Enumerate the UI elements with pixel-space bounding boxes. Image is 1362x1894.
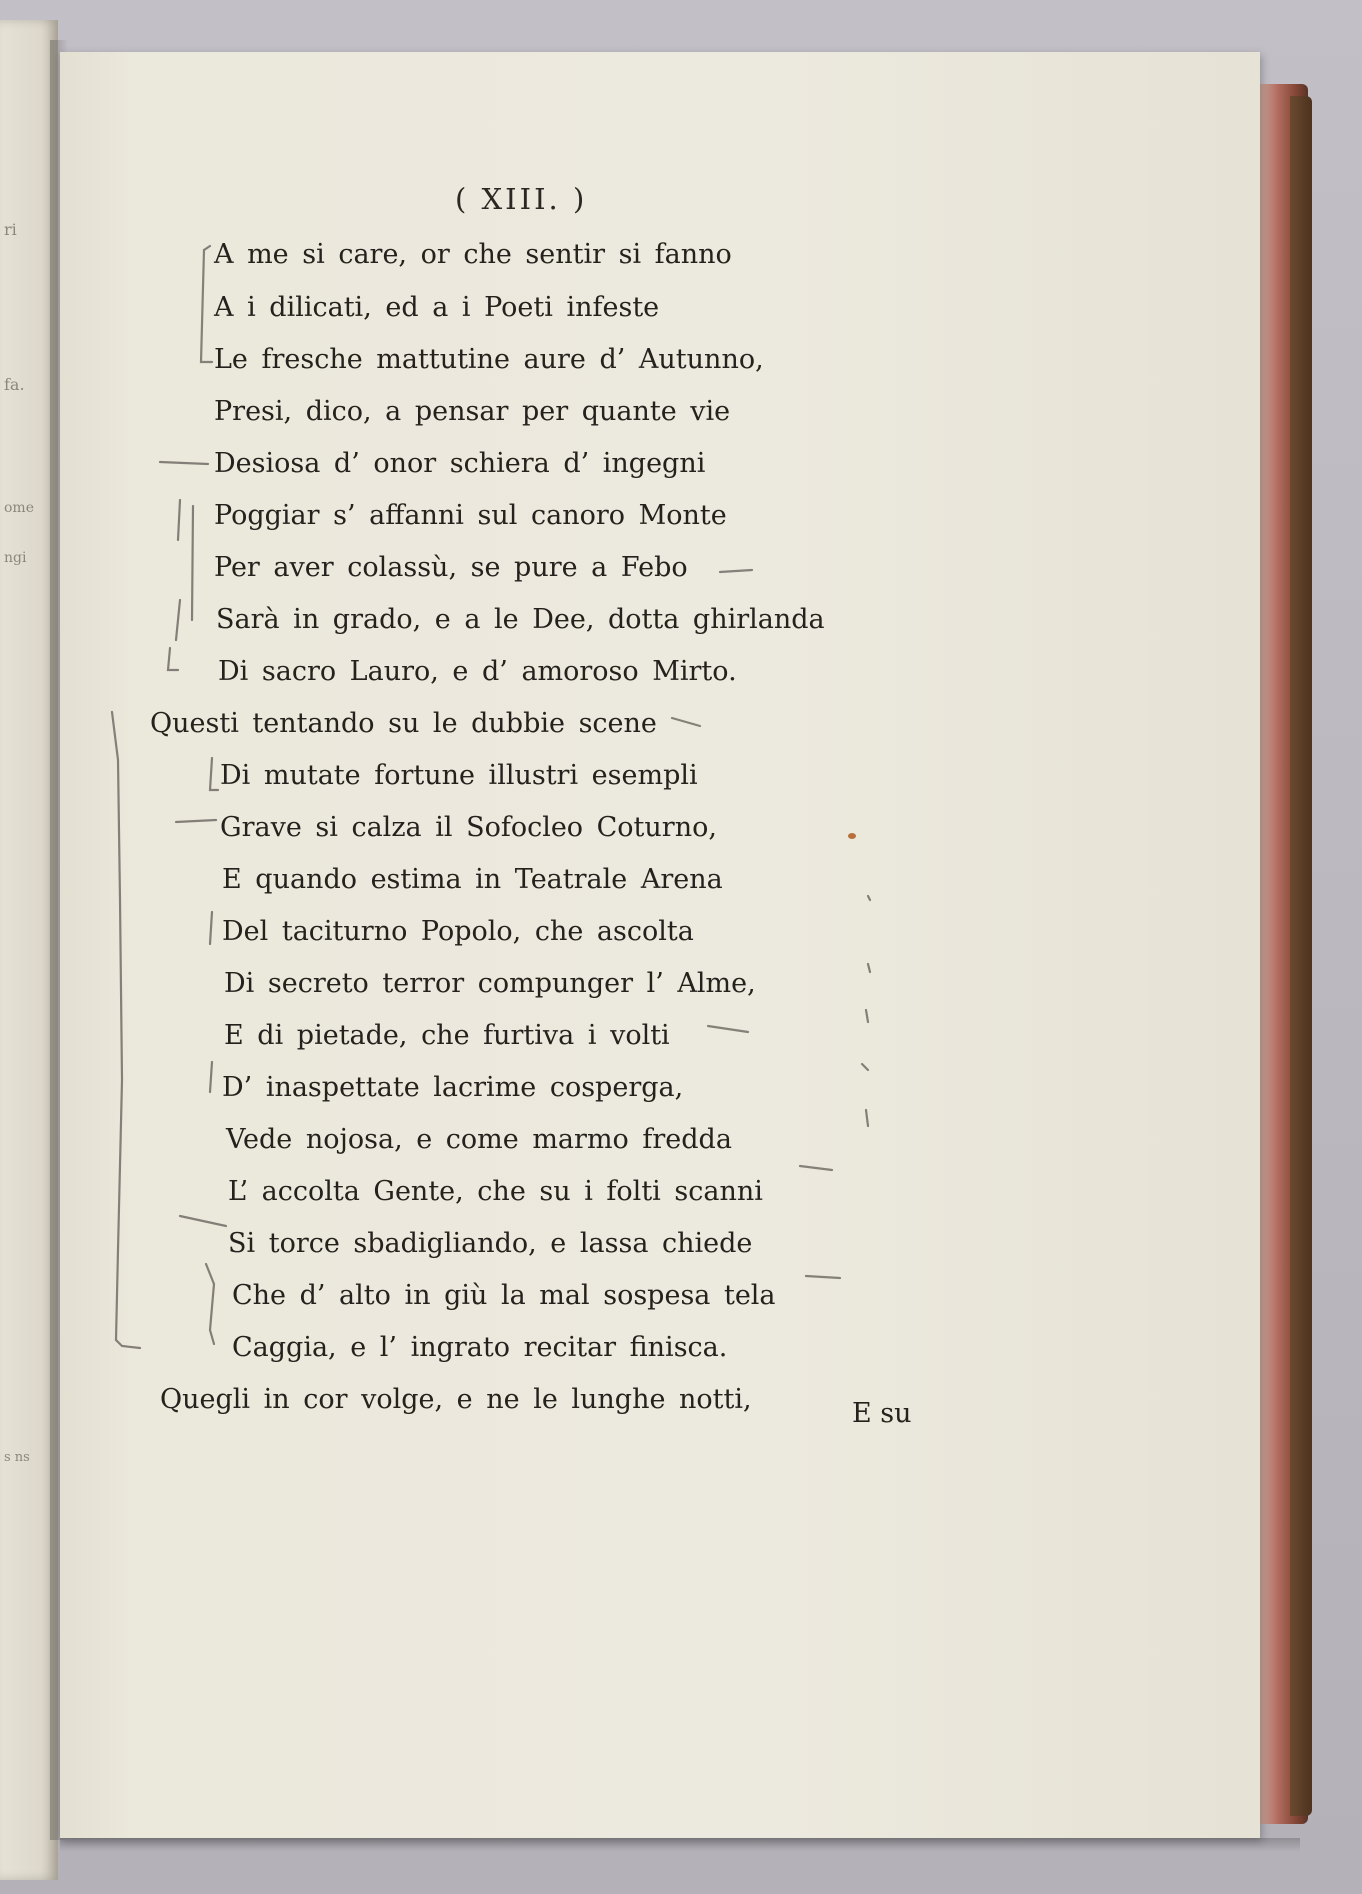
verse-line: A me si care, or che sentir si fanno xyxy=(214,239,732,270)
verse-line: Sarà in grado, e a le Dee, dotta ghirlanda xyxy=(216,604,825,635)
pencil-tick-mark xyxy=(866,1110,868,1126)
left-page-fragment: ri xyxy=(4,220,17,239)
verse-line: Desiosa d’ onor schiera d’ ingegni xyxy=(214,448,706,479)
verse-line: Per aver colassù, se pure a Febo xyxy=(214,552,688,583)
catchword: E su xyxy=(852,1398,912,1429)
verse-line: A i dilicati, ed a i Poeti infeste xyxy=(214,292,660,323)
left-page-fragment: ome xyxy=(4,500,34,516)
pencil-bracket-mark xyxy=(178,500,180,540)
pencil-bracket-mark xyxy=(176,600,180,640)
pencil-dash-mark xyxy=(672,718,700,726)
pencil-bracket-mark xyxy=(168,648,178,670)
left-page-fragment: fa. xyxy=(4,375,25,394)
pencil-bracket-mark xyxy=(210,912,212,944)
pencil-tick-mark xyxy=(866,1010,868,1022)
pencil-dash-mark xyxy=(160,462,208,464)
verse-line: Di mutate fortune illustri esempli xyxy=(220,760,698,791)
pencil-bracket-mark xyxy=(204,246,210,250)
verse-line: Quegli in cor volge, e ne le lunghe notti, xyxy=(160,1384,752,1415)
pencil-bracket-mark xyxy=(210,1062,212,1092)
pencil-dash-mark xyxy=(180,1216,226,1226)
pencil-dash-mark xyxy=(720,570,752,572)
verse-line: Caggia, e l’ ingrato recitar finisca. xyxy=(232,1332,728,1363)
verse-line: Poggiar s’ affanni sul canoro Monte xyxy=(214,500,727,531)
pencil-dash-mark xyxy=(806,1276,840,1278)
pencil-dash-mark xyxy=(708,1026,748,1032)
verse-line: D’ inaspettate lacrime cosperga, xyxy=(222,1072,684,1103)
pencil-dash-mark xyxy=(176,820,216,822)
verse-line: E di pietade, che furtiva i volti xyxy=(224,1020,670,1051)
verse-line: Si torce sbadigliando, e lassa chiede xyxy=(228,1228,753,1259)
pencil-bracket-mark xyxy=(206,1264,214,1344)
pencil-tick-mark xyxy=(862,1064,868,1070)
page-number: ( XIII. ) xyxy=(455,182,588,216)
verse-line: Del taciturno Popolo, che ascolta xyxy=(222,916,694,947)
pencil-bracket-mark xyxy=(201,250,212,362)
verse-line: Di secreto terror compunger l’ Alme, xyxy=(224,968,756,999)
left-page-fragment: ngi xyxy=(4,550,27,566)
verse-line: Grave si calza il Sofocleo Coturno, xyxy=(220,812,717,843)
pencil-dash-mark xyxy=(800,1166,832,1170)
pencil-bracket-mark xyxy=(192,506,193,620)
pencil-tick-mark xyxy=(868,896,870,900)
verse-line: Le fresche mattutine aure d’ Autunno, xyxy=(214,344,764,375)
pencil-tick-mark xyxy=(868,964,870,972)
pencil-long-bracket-mark xyxy=(112,712,140,1348)
verse-line: Che d’ alto in giù la mal sospesa tela xyxy=(232,1280,776,1311)
pencil-bracket-mark xyxy=(210,758,218,790)
verse-line: L’ accolta Gente, che su i folti scanni xyxy=(228,1176,763,1207)
verse-line: Questi tentando su le dubbie scene xyxy=(150,708,657,739)
paper-speck xyxy=(848,833,856,839)
verse-line: Vede nojosa, e come marmo fredda xyxy=(226,1124,732,1155)
left-page-fragment: s ns xyxy=(4,1450,30,1465)
verse-line: Presi, dico, a pensar per quante vie xyxy=(214,396,731,427)
verse-line: Di sacro Lauro, e d’ amoroso Mirto. xyxy=(218,656,737,687)
verse-line: E quando estima in Teatrale Arena xyxy=(222,864,723,895)
